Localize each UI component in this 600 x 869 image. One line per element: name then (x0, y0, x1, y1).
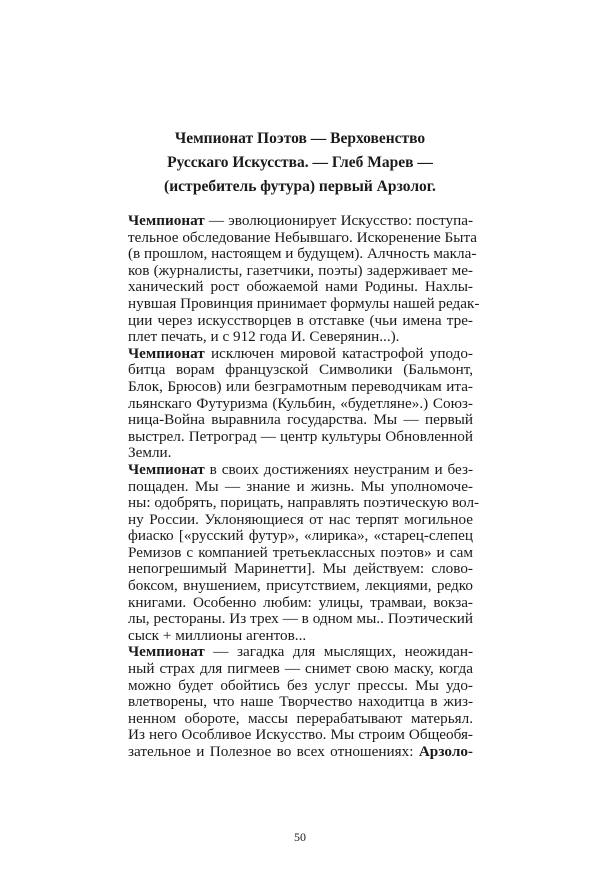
text-line (128, 512, 473, 529)
text-line (128, 294, 480, 313)
text-line (128, 628, 473, 645)
line-text: выстрел. Петроград — центр культуры Обновленной (128, 427, 473, 445)
text-line (128, 528, 473, 545)
line-text: Земли. (128, 444, 172, 462)
title-line: (истребитель футура) первый Арзолог. (164, 178, 436, 195)
text-line (128, 494, 480, 512)
line-text: сыск + миллионы агентов... (128, 626, 307, 644)
text-line (128, 412, 473, 429)
title-line: Русскаго Искусства. — Глеб Марев — (167, 154, 433, 171)
line-text: Из него Особливое Искусство. Мы строим Общеобя- (128, 726, 473, 744)
line-text: тельное обследование Небывшаго. Искоренение Быта (128, 228, 478, 246)
line-text: ков (журналисты, газетчики, поэты) задерживает ме- (128, 261, 473, 279)
text-line (128, 578, 473, 595)
bold-term: Чемпионат (128, 212, 205, 229)
text-line (128, 213, 473, 230)
text-line (128, 561, 473, 578)
line-text: битца ворам французской Символики (Бальмонт, (128, 361, 473, 379)
text-line (128, 678, 473, 695)
line-text: Блок, Брюсов) или безграмотным переводчикам ита- (128, 377, 473, 395)
line-text: фиаско [«русский футур», «лирика», «старец-слепец (128, 527, 473, 545)
line-text: ны: одобрять, порицать, направлять поэтическую вол- (128, 494, 480, 512)
line-text: нувшая Провинция принимает формулы нашей редак- (128, 294, 480, 312)
body-text (128, 212, 480, 761)
line-text: Ремизов с компанией третьеклассных поэтов» и сам (128, 543, 473, 561)
text-line (128, 379, 473, 396)
line-text: можно будет обойтись без услуг прессы. Мы удо- (128, 676, 473, 694)
line-text: — эволюционирует Искусство: поступа- (204, 212, 473, 229)
text-line (128, 396, 473, 413)
line-text: ханический рост обожаемой нами Родины. Нахлы- (128, 278, 473, 296)
text-line (128, 611, 473, 628)
text-line (128, 462, 473, 479)
line-text: влетворены, что наше Творчество находитца в жиз- (128, 693, 473, 711)
line-text: непогрешимый Маринетти]. Мы действуем: слово- (128, 560, 473, 578)
line-text: исключен мировой катастрофой уподо- (204, 344, 473, 362)
line-text: ненном обороте, массы перерабатывают матерьял. (128, 709, 473, 727)
line-text: ный страх для пигмеев — снимет свою маску, когда (128, 660, 473, 678)
text-line (128, 313, 473, 330)
chapter-title (100, 127, 500, 199)
text-line (128, 263, 473, 280)
bold-term: Арзоло- (418, 743, 473, 760)
text-line (128, 245, 477, 263)
line-text: книгами. Особенно любим: улицы, трамваи, вокза- (128, 593, 473, 611)
line-text: ница-Война выравнила государства. Мы — первый (128, 411, 473, 429)
text-line (128, 727, 473, 744)
line-text: плет печать, и с 912 года И. Северянин...). (128, 328, 400, 346)
bold-term: Чемпионат (128, 643, 205, 661)
text-line (128, 595, 473, 612)
line-text: — загадка для мыслящих, неожидан- (204, 643, 473, 661)
page-number: 50 (294, 830, 306, 844)
bold-term: Чемпионат (128, 460, 205, 478)
line-text: пощаден. Мы — знание и жизнь. Мы уполномоче- (128, 477, 473, 495)
line-text: (в прошлом, настоящем и будущем). Алчность макла- (128, 245, 477, 263)
text-line (128, 346, 473, 363)
line-text: лы, рестораны. Из трех — в одном мы.. Поэтический (128, 610, 473, 628)
text-line (128, 329, 473, 346)
text-line (128, 279, 473, 296)
text-line (128, 479, 473, 496)
text-line (128, 644, 473, 661)
text-line (128, 711, 473, 728)
text-line (128, 694, 473, 711)
text-line (128, 362, 473, 379)
title-line: Чемпионат Поэтов — Верховенство (174, 130, 426, 147)
line-text: боксом, внушением, присутствием, лекциями, редко (128, 577, 473, 595)
text-line (128, 445, 473, 462)
text-line (128, 429, 473, 446)
bold-term: Чемпионат (128, 344, 205, 362)
line-text: в своих достижениях неустраним и без- (204, 460, 473, 478)
text-line (128, 744, 473, 761)
line-text: льянскаго Футуризма (Кульбин, «будетляне».) Союз- (128, 394, 473, 412)
text-line (128, 545, 473, 562)
text-line (128, 661, 473, 678)
line-text: ну России. Уклоняющиеся от нас терпят могильное (128, 510, 473, 528)
line-text: зательное и Полезное во всех отношениях: (128, 743, 419, 760)
line-text: ции через искусстворцев в отставке (чьи имена тре- (128, 311, 473, 329)
text-line (128, 228, 478, 247)
